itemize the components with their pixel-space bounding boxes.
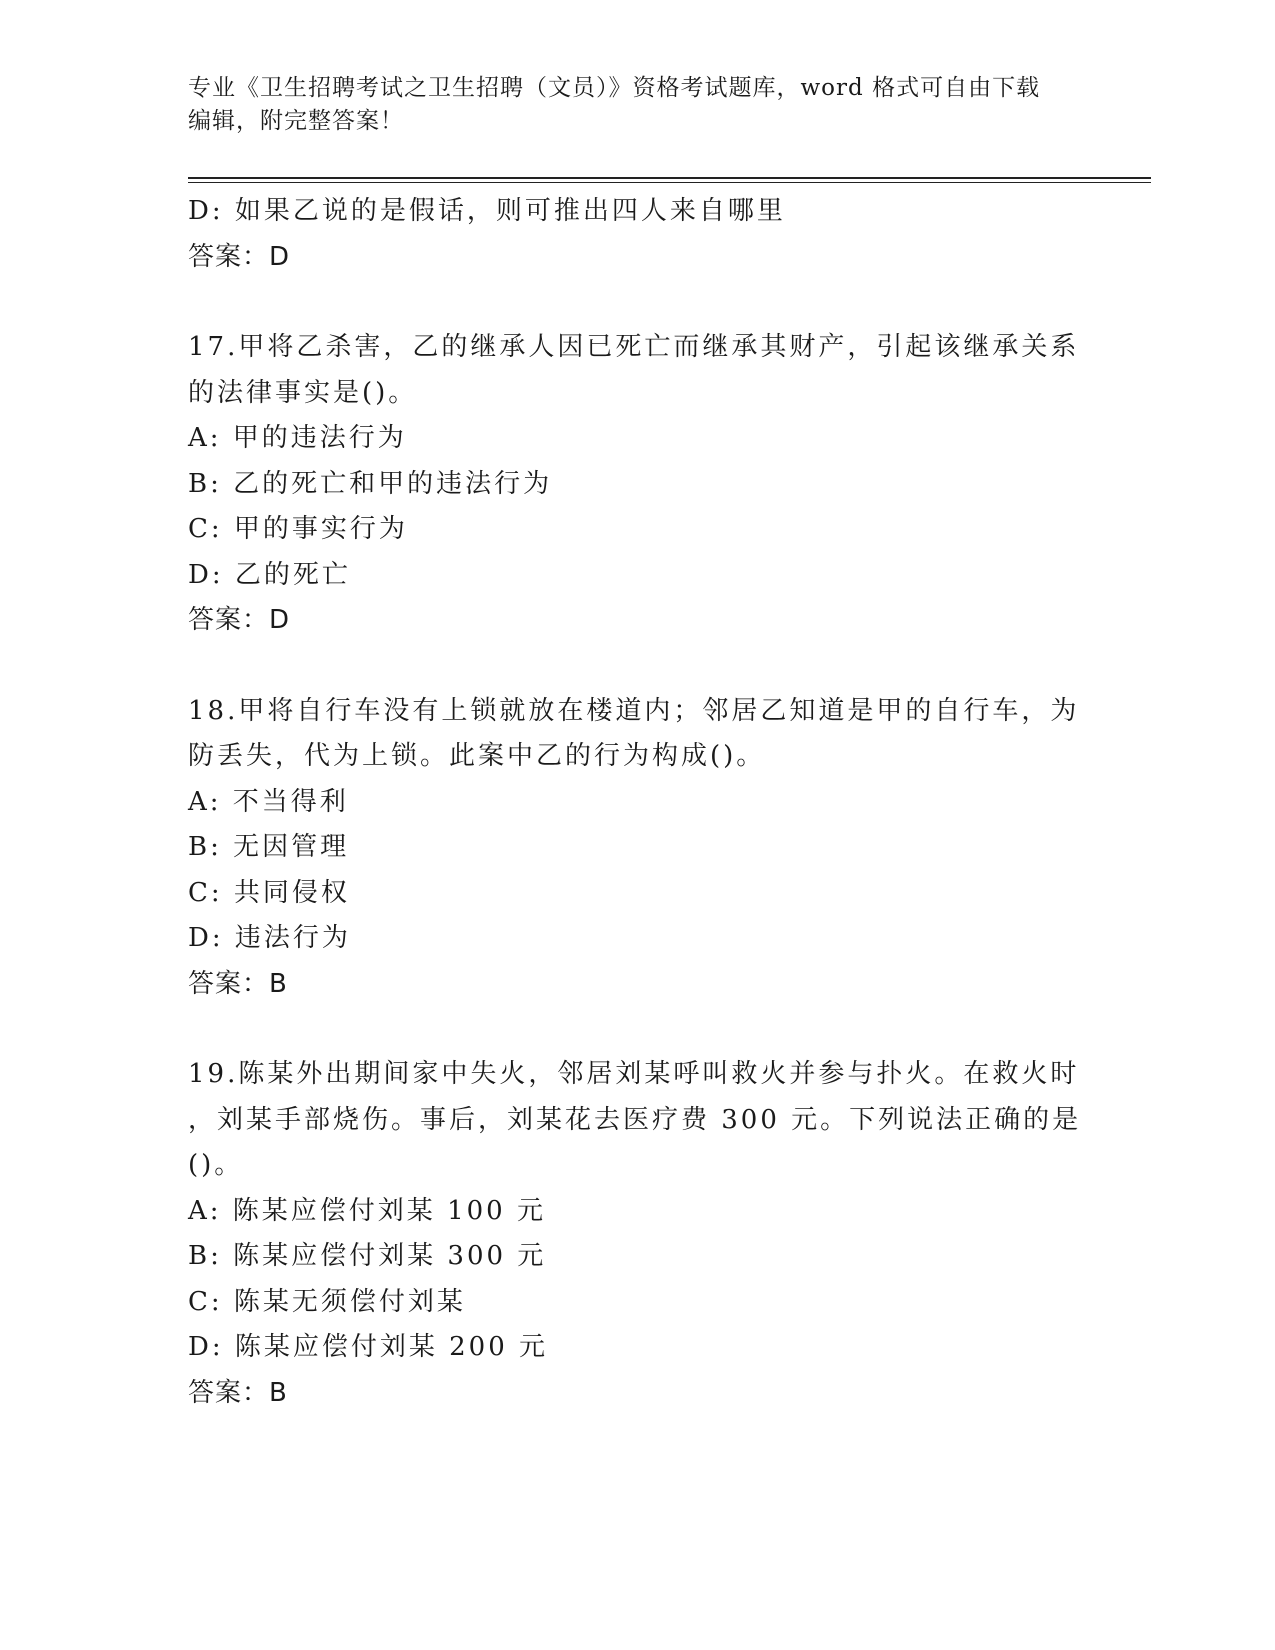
option-d: D: 如果乙说的是假话，则可推出四人来自哪里 — [188, 196, 786, 226]
question-text-line: 19.陈某外出期间家中失火，邻居刘某呼叫救火并参与扑火。在救火时 — [188, 1059, 1080, 1089]
question-text-line: ，刘某手部烧伤。事后，刘某花去医疗费 300 元。下列说法正确的是 — [188, 1104, 1082, 1135]
option-b: B: 乙的死亡和甲的违法行为 — [188, 468, 553, 499]
option-b: B: 陈某应偿付刘某 300 元 — [188, 1241, 547, 1271]
header-line-2: 编辑，附完整答案！ — [188, 108, 404, 134]
answer-line: 答案：D — [188, 241, 291, 272]
question-text-line: 17.甲将乙杀害，乙的继承人因已死亡而继承其财产，引起该继承关系 — [188, 332, 1080, 362]
header-line-1: 专业《卫生招聘考试之卫生招聘（文员）》资格考试题库，word 格式可自由下载 — [188, 75, 1041, 101]
option-a: A: 不当得利 — [188, 786, 349, 817]
option-c: C: 共同侵权 — [188, 877, 350, 908]
header-divider-thin — [188, 182, 1151, 183]
option-b: B: 无因管理 — [188, 832, 350, 862]
option-a: A: 陈某应偿付刘某 100 元 — [188, 1195, 546, 1226]
option-c: C: 甲的事实行为 — [188, 514, 408, 544]
header-divider-thick — [188, 177, 1151, 179]
question-text-line: 防丢失，代为上锁。此案中乙的行为构成()。 — [188, 741, 766, 771]
question-17 — [188, 325, 1148, 644]
question-text-line: ()。 — [188, 1150, 244, 1180]
option-d: D: 违法行为 — [188, 923, 351, 953]
previous-question-tail — [188, 189, 1148, 280]
question-text-line: 的法律事实是()。 — [188, 377, 418, 408]
question-19 — [188, 1052, 1148, 1416]
question-list — [188, 189, 1148, 1416]
question-18 — [188, 689, 1148, 1008]
option-c: C: 陈某无须偿付刘某 — [188, 1286, 466, 1317]
answer-line: 答案：D — [188, 605, 291, 635]
option-a: A: 甲的违法行为 — [188, 423, 407, 453]
answer-line: 答案：B — [188, 1377, 288, 1408]
option-d: D: 陈某应偿付刘某 200 元 — [188, 1332, 549, 1362]
document-header — [188, 72, 1068, 138]
question-text-line: 18.甲将自行车没有上锁就放在楼道内；邻居乙知道是甲的自行车，为 — [188, 695, 1080, 726]
option-d: D: 乙的死亡 — [188, 559, 351, 590]
answer-line: 答案：B — [188, 968, 288, 999]
